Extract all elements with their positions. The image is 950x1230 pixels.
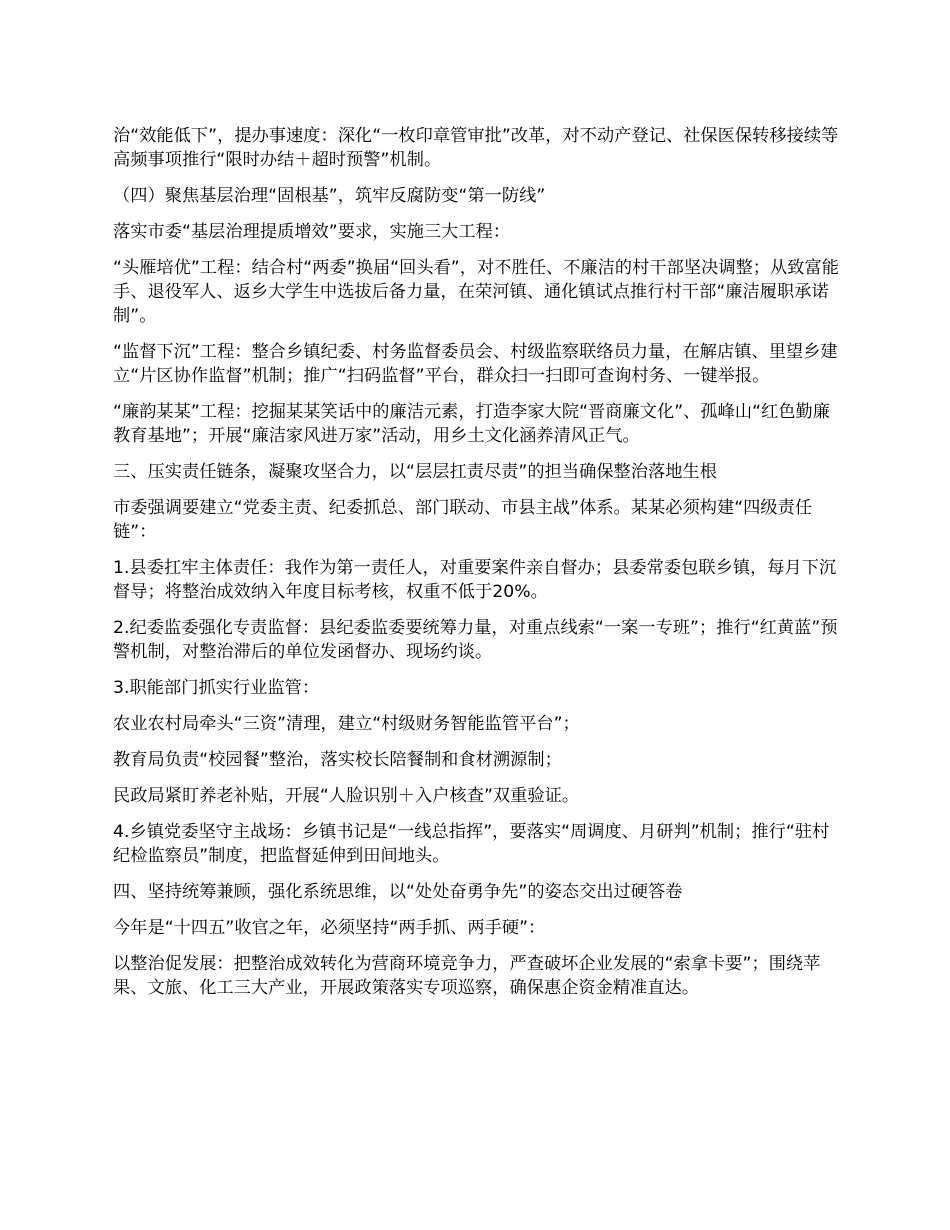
paragraph-agriculture-bureau: 农业农村局牵头“三资”清理，建立“村级财务智能监管平台”； (113, 714, 580, 734)
paragraph-three-projects-intro: 落实市委“基层治理提质增效”要求，实施三大工程： (113, 222, 511, 242)
list-item-discipline-commission: 2.纪委监委强化专责监督：县纪委监委要统筹力量，对重点线索“一案一专班”；推行“红黄蓝”预警机制，对整治滞后的单位发函督办、现场约谈。 (113, 618, 838, 662)
paragraph-promote-development: 以整治促发展：把整治成效转化为营商环境竞争力，严查破坏企业发展的“索拿卡要”；围绕苹果、文旅、化工三大产业，开展政策落实专项巡察，确保惠企资金精准直达。 (113, 954, 821, 998)
document-page (113, 124, 841, 1012)
paragraph-education-bureau: 教育局负责“校园餐”整治，落实校长陪餐制和食材溯源制； (113, 750, 562, 770)
paragraph-civil-affairs-bureau: 民政局紧盯养老补贴，开展“人脸识别＋入户核查”双重验证。 (113, 786, 580, 806)
section-heading-grassroots-governance: （四）聚焦基层治理“固根基”，筑牢反腐防变“第一防线” (113, 186, 546, 206)
paragraph-fourteenth-five-year: 今年是“十四五”收官之年，必须坚持“两手抓、两手硬”： (113, 918, 546, 938)
paragraph-four-level-chain: 市委强调要建立“党委主责、纪委抓总、部门联动、市县主战”体系。某某必须构建“四级责任链”： (113, 498, 813, 542)
paragraph-efficiency-reform: 治“效能低下”，提办事速度：深化“一枚印章管审批”改革，对不动产登记、社保医保转移接续等高频事项推行“限时办结＋超时预警”机制。 (113, 126, 839, 170)
list-item-county-committee: 1.县委扛牢主体责任：我作为第一责任人，对重要案件亲自督办；县委常委包联乡镇，每月下沉督导；将整治成效纳入年度目标考核，权重不低于20%。 (113, 558, 837, 602)
section-heading-overall-planning: 四、坚持统筹兼顾，强化系统思维，以“处处奋勇争先”的姿态交出过硬答卷 (113, 882, 683, 902)
section-heading-responsibility-chain: 三、压实责任链条，凝聚攻坚合力，以“层层扛责尽责”的担当确保整治落地生根 (113, 462, 717, 482)
paragraph-lianyun-project: “廉韵某某”工程：挖掘某某笑话中的廉洁元素，打造李家大院“晋商廉文化”、孤峰山“红色勤廉教育基地”；开展“廉洁家风进万家”活动，用乡土文化涵养清风正气。 (113, 402, 831, 446)
list-item-functional-departments: 3.职能部门抓实行业监管： (113, 678, 320, 698)
paragraph-supervision-project: “监督下沉”工程：整合乡镇纪委、村务监督委员会、村级监察联络员力量，在解店镇、里望乡建立“片区协作监督”机制；推广“扫码监督”平台，群众扫一扫即可查询村务、一键举报。 (113, 342, 838, 386)
list-item-township-party-committee: 4.乡镇党委坚守主战场：乡镇书记是“一线总指挥”，要落实“周调度、月研判”机制；推行“驻村纪检监察员”制度，把监督延伸到田间地头。 (113, 822, 830, 866)
paragraph-touyan-project: “头雁培优”工程：结合村“两委”换届“回头看”，对不胜任、不廉洁的村干部坚决调整；从致富能手、退役军人、返乡大学生中选拔后备力量，在荣河镇、通化镇试点推行村干部“廉洁履职承诺制”。 (113, 258, 839, 326)
